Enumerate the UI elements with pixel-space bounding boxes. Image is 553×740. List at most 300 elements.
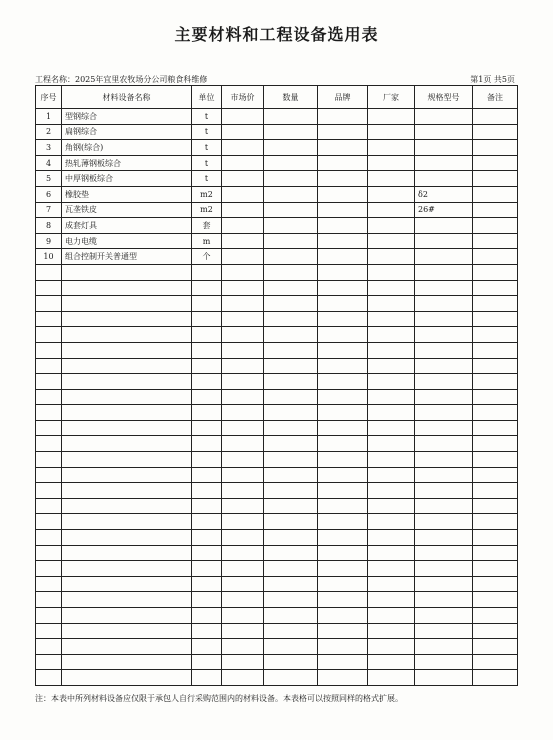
cell-index [36,452,62,468]
cell-manufacturer [368,264,415,280]
cell-manufacturer [368,249,415,265]
cell-name [62,514,192,530]
cell-quantity [264,576,318,592]
table-row-empty [36,296,518,312]
cell-quantity [264,561,318,577]
cell-brand [318,467,368,483]
cell-quantity [264,467,318,483]
table-row [36,202,518,218]
cell-name [62,280,192,296]
cell-brand [318,420,368,436]
cell-remark [473,514,518,530]
cell-unit [192,561,222,577]
cell-spec [415,452,473,468]
cell-quantity [264,498,318,514]
cell-quantity [264,420,318,436]
cell-remark [473,358,518,374]
cell-index [36,374,62,390]
cell-unit [192,592,222,608]
cell-remark [473,311,518,327]
cell-remark [473,483,518,499]
cell-index: 7 [36,202,62,218]
cell-quantity [264,280,318,296]
table-header-row [36,86,518,109]
cell-index [36,436,62,452]
cell-manufacturer [368,436,415,452]
cell-brand [318,654,368,670]
cell-price [222,249,264,265]
header-brand: 品牌 [318,86,368,109]
cell-remark [473,420,518,436]
cell-unit [192,608,222,624]
cell-remark [473,264,518,280]
cell-brand [318,264,368,280]
cell-index [36,483,62,499]
cell-manufacturer [368,467,415,483]
header-manufacturer: 厂家 [368,86,415,109]
header-spec: 规格型号 [415,86,473,109]
cell-remark [473,576,518,592]
cell-manufacturer [368,140,415,156]
cell-manufacturer [368,530,415,546]
cell-brand [318,545,368,561]
table-row [36,233,518,249]
table-row [36,109,518,125]
cell-name [62,296,192,312]
cell-price [222,467,264,483]
cell-index [36,670,62,686]
cell-brand [318,155,368,171]
cell-index [36,405,62,421]
cell-unit [192,530,222,546]
cell-remark [473,545,518,561]
cell-manufacturer [368,389,415,405]
cell-manufacturer [368,545,415,561]
cell-index: 2 [36,124,62,140]
cell-brand [318,576,368,592]
cell-manufacturer [368,218,415,234]
cell-brand [318,186,368,202]
cell-name [62,452,192,468]
cell-name [62,420,192,436]
cell-remark [473,296,518,312]
cell-price [222,342,264,358]
cell-remark [473,202,518,218]
cell-spec [415,233,473,249]
cell-name [62,608,192,624]
cell-price [222,498,264,514]
cell-price [222,171,264,187]
table-row-empty [36,280,518,296]
cell-price [222,639,264,655]
cell-spec [415,171,473,187]
cell-brand [318,124,368,140]
cell-index [36,389,62,405]
cell-name [62,654,192,670]
header-unit: 单位 [192,86,222,109]
cell-unit [192,327,222,343]
cell-unit [192,452,222,468]
cell-unit [192,264,222,280]
cell-remark [473,109,518,125]
cell-brand [318,405,368,421]
cell-brand [318,514,368,530]
cell-manufacturer [368,576,415,592]
cell-quantity [264,124,318,140]
cell-manufacturer [368,608,415,624]
cell-unit [192,342,222,358]
cell-name [62,670,192,686]
table-row-empty [36,420,518,436]
cell-index [36,311,62,327]
cell-unit [192,483,222,499]
table-row [36,155,518,171]
cell-name [62,436,192,452]
cell-unit [192,623,222,639]
cell-brand [318,280,368,296]
cell-quantity [264,545,318,561]
cell-unit [192,280,222,296]
cell-brand [318,202,368,218]
cell-remark [473,327,518,343]
table-row-empty [36,342,518,358]
cell-unit: m2 [192,202,222,218]
cell-unit [192,670,222,686]
cell-unit [192,420,222,436]
cell-brand [318,374,368,390]
cell-remark [473,452,518,468]
cell-index [36,342,62,358]
table-row [36,124,518,140]
cell-price [222,233,264,249]
table-row-empty [36,654,518,670]
cell-index: 6 [36,186,62,202]
cell-price [222,436,264,452]
cell-remark [473,342,518,358]
cell-name [62,561,192,577]
cell-index [36,576,62,592]
cell-name: 成套灯具 [62,218,192,234]
table-row-empty [36,623,518,639]
table-row-empty [36,639,518,655]
cell-price [222,280,264,296]
cell-unit [192,576,222,592]
cell-brand [318,109,368,125]
cell-quantity [264,109,318,125]
cell-index: 1 [36,109,62,125]
cell-remark [473,467,518,483]
cell-spec [415,514,473,530]
cell-brand [318,218,368,234]
cell-price [222,124,264,140]
cell-brand [318,498,368,514]
cell-manufacturer [368,420,415,436]
cell-price [222,202,264,218]
cell-quantity [264,233,318,249]
cell-index [36,530,62,546]
cell-spec [415,436,473,452]
cell-brand [318,436,368,452]
table-row-empty [36,514,518,530]
cell-name [62,467,192,483]
cell-unit [192,405,222,421]
cell-brand [318,140,368,156]
cell-name [62,311,192,327]
cell-brand [318,233,368,249]
cell-quantity [264,374,318,390]
cell-index: 5 [36,171,62,187]
cell-spec [415,296,473,312]
cell-price [222,623,264,639]
cell-spec [415,109,473,125]
cell-quantity [264,171,318,187]
cell-remark [473,155,518,171]
table-row-empty [36,405,518,421]
cell-quantity [264,608,318,624]
cell-manufacturer [368,592,415,608]
cell-quantity [264,264,318,280]
cell-brand [318,296,368,312]
cell-manufacturer [368,452,415,468]
cell-spec [415,608,473,624]
table-row [36,186,518,202]
cell-spec [415,592,473,608]
cell-name [62,327,192,343]
cell-quantity [264,654,318,670]
cell-manufacturer [368,202,415,218]
cell-remark [473,140,518,156]
cell-name [62,545,192,561]
cell-brand [318,311,368,327]
cell-price [222,218,264,234]
table-row [36,171,518,187]
cell-quantity [264,327,318,343]
cell-price [222,389,264,405]
cell-name: 橡胶垫 [62,186,192,202]
cell-quantity [264,249,318,265]
cell-brand [318,608,368,624]
cell-index [36,639,62,655]
cell-name [62,530,192,546]
cell-price [222,358,264,374]
cell-unit [192,296,222,312]
cell-quantity [264,592,318,608]
cell-unit: t [192,171,222,187]
cell-remark [473,436,518,452]
table-row [36,218,518,234]
cell-spec [415,155,473,171]
cell-price [222,576,264,592]
cell-index [36,654,62,670]
cell-brand [318,592,368,608]
cell-unit [192,311,222,327]
cell-name [62,498,192,514]
cell-index [36,545,62,561]
cell-unit [192,358,222,374]
cell-quantity [264,218,318,234]
cell-remark [473,670,518,686]
cell-unit: 个 [192,249,222,265]
cell-unit [192,545,222,561]
cell-brand [318,249,368,265]
cell-quantity [264,436,318,452]
cell-remark [473,530,518,546]
cell-unit: t [192,155,222,171]
cell-price [222,530,264,546]
cell-remark [473,389,518,405]
cell-unit [192,498,222,514]
cell-remark [473,233,518,249]
cell-brand [318,670,368,686]
cell-manufacturer [368,124,415,140]
cell-unit [192,639,222,655]
cell-unit: 套 [192,218,222,234]
cell-quantity [264,514,318,530]
cell-price [222,608,264,624]
cell-quantity [264,623,318,639]
cell-price [222,561,264,577]
table-row-empty [36,592,518,608]
cell-spec [415,623,473,639]
cell-price [222,483,264,499]
cell-spec [415,218,473,234]
cell-unit [192,514,222,530]
cell-quantity [264,140,318,156]
cell-unit: t [192,109,222,125]
cell-remark [473,498,518,514]
cell-quantity [264,405,318,421]
table-row-empty [36,576,518,592]
cell-name [62,358,192,374]
cell-remark [473,186,518,202]
cell-name [62,483,192,499]
cell-name [62,389,192,405]
cell-index [36,296,62,312]
cell-manufacturer [368,311,415,327]
table-row [36,249,518,265]
cell-spec [415,405,473,421]
table-row-empty [36,530,518,546]
cell-spec [415,264,473,280]
cell-quantity [264,296,318,312]
cell-manufacturer [368,654,415,670]
cell-brand [318,171,368,187]
cell-index [36,514,62,530]
cell-manufacturer [368,405,415,421]
cell-spec [415,483,473,499]
cell-manufacturer [368,280,415,296]
cell-manufacturer [368,498,415,514]
table-row-empty [36,311,518,327]
cell-quantity [264,358,318,374]
cell-index: 9 [36,233,62,249]
table-row-empty [36,483,518,499]
cell-brand [318,483,368,499]
cell-spec [415,561,473,577]
cell-name [62,264,192,280]
header-name: 材料设备名称 [62,86,192,109]
cell-manufacturer [368,186,415,202]
cell-remark [473,405,518,421]
cell-spec [415,311,473,327]
cell-quantity [264,342,318,358]
cell-quantity [264,639,318,655]
table-row-empty [36,608,518,624]
cell-name [62,405,192,421]
cell-brand [318,358,368,374]
cell-quantity [264,389,318,405]
table-row-empty [36,561,518,577]
page-number: 第1页 共5页 [470,75,515,84]
cell-price [222,140,264,156]
table-row [36,140,518,156]
cell-manufacturer [368,561,415,577]
cell-index [36,561,62,577]
cell-index: 3 [36,140,62,156]
cell-manufacturer [368,342,415,358]
cell-name [62,374,192,390]
cell-brand [318,623,368,639]
cell-name: 瓦垄铁皮 [62,202,192,218]
cell-quantity [264,670,318,686]
table-row-empty [36,358,518,374]
cell-price [222,592,264,608]
cell-quantity [264,155,318,171]
cell-name [62,623,192,639]
cell-name [62,576,192,592]
cell-price [222,670,264,686]
cell-remark [473,280,518,296]
cell-unit: t [192,124,222,140]
cell-index [36,327,62,343]
cell-name: 组合控制开关普通型 [62,249,192,265]
cell-remark [473,639,518,655]
table-row-empty [36,374,518,390]
cell-spec [415,389,473,405]
cell-index: 10 [36,249,62,265]
cell-name: 中厚钢板综合 [62,171,192,187]
header-quantity: 数量 [264,86,318,109]
cell-price [222,186,264,202]
cell-spec [415,576,473,592]
cell-manufacturer [368,670,415,686]
cell-index [36,608,62,624]
cell-price [222,296,264,312]
cell-unit: m [192,233,222,249]
cell-remark [473,171,518,187]
cell-quantity [264,202,318,218]
cell-manufacturer [368,358,415,374]
table-row-empty [36,452,518,468]
cell-name [62,639,192,655]
cell-spec [415,374,473,390]
table-row-empty [36,670,518,686]
cell-name: 角钢(综合) [62,140,192,156]
footnote: 注：本表中所列材料设备应仅限于承包人自行采购范围内的材料设备。本表格可以按照同样的格式扩展。 [35,694,403,703]
table-row-empty [36,389,518,405]
cell-brand [318,327,368,343]
cell-price [222,264,264,280]
cell-unit: m2 [192,186,222,202]
cell-spec [415,498,473,514]
cell-spec [415,342,473,358]
cell-brand [318,452,368,468]
cell-name: 电力电缆 [62,233,192,249]
cell-spec: 26# [415,202,473,218]
cell-index [36,358,62,374]
cell-spec [415,249,473,265]
cell-spec [415,654,473,670]
